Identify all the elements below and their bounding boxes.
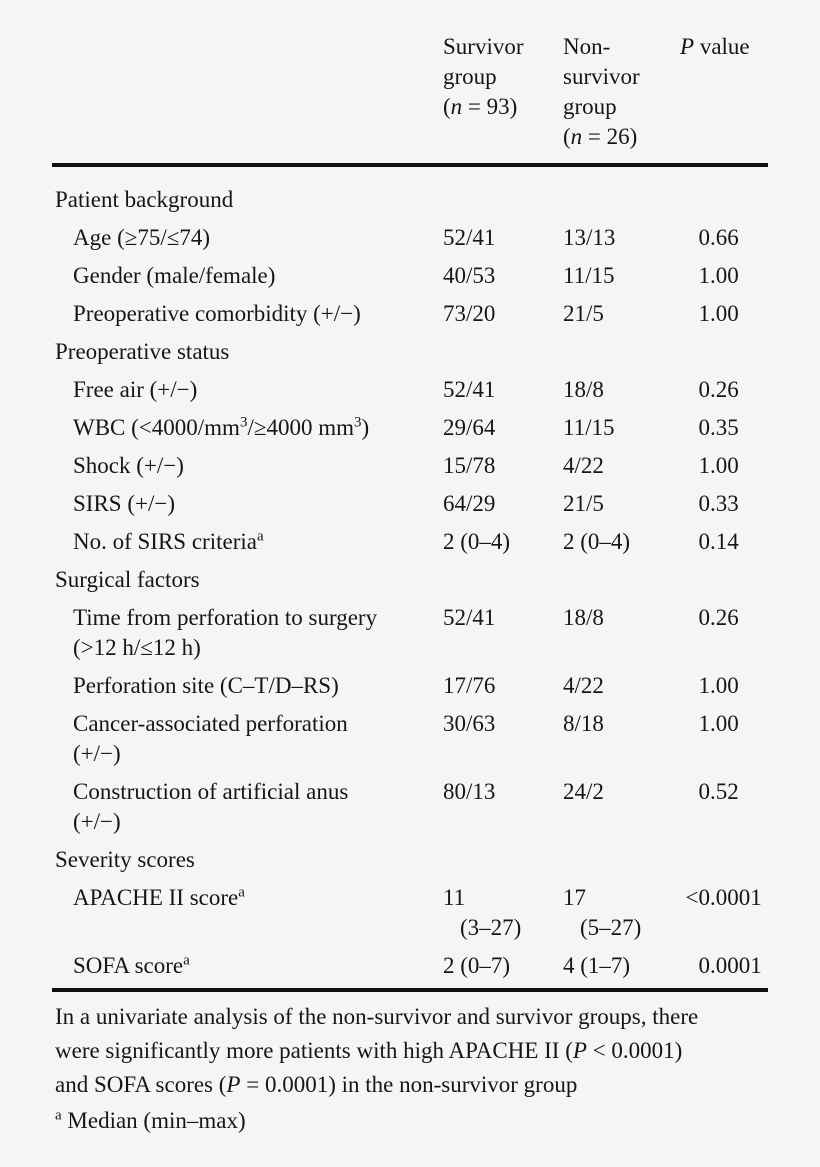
footnote-text: were significantly more patients with high APACHE II ( — [55, 1038, 573, 1063]
p-int: 0 — [698, 377, 710, 402]
label-text: /≥4000 mm — [247, 415, 354, 440]
non-survivor-value-cell — [563, 603, 680, 633]
p-int: 0 — [698, 605, 710, 630]
label-text: APACHE II score — [73, 885, 239, 910]
row-label — [55, 261, 443, 291]
n-count: = 93) — [462, 94, 518, 119]
row-label-line — [55, 845, 443, 875]
value-line: 21/5 — [563, 491, 604, 516]
p-frac: .35 — [710, 415, 739, 440]
value-line: 4/22 — [563, 673, 604, 698]
table-row — [52, 481, 768, 519]
survivor-value-cell — [443, 413, 563, 443]
row-label-line — [55, 185, 443, 215]
col-header-survivor-group — [443, 32, 524, 122]
non-survivor-value-cell — [563, 527, 680, 557]
non-survivor-value-cell — [563, 261, 680, 291]
p-value-cell — [680, 603, 765, 633]
value-line: 11/15 — [563, 263, 615, 288]
value-line: 4 (1–7) — [563, 953, 631, 978]
col-header-line: group — [443, 64, 497, 89]
survivor-value-cell — [443, 671, 563, 701]
footnote-marker-definition — [55, 1104, 246, 1138]
p-symbol: P — [680, 34, 695, 59]
row-label — [55, 603, 443, 663]
table-section-row — [52, 329, 768, 367]
survivor-value-cell — [443, 375, 563, 405]
p-frac: .00 — [710, 711, 739, 736]
value-line: 11 — [443, 885, 466, 910]
survivor-value-cell — [443, 261, 563, 291]
table-row — [52, 291, 768, 329]
value-line2: (3–27) — [460, 915, 522, 940]
non-survivor-value-cell — [563, 223, 680, 253]
table-row — [52, 875, 768, 943]
value-line: 52/41 — [443, 225, 496, 250]
row-label-line — [73, 489, 443, 519]
row-label-line — [73, 451, 443, 481]
p-value-cell — [680, 451, 765, 481]
row-label — [55, 451, 443, 481]
p-frac: .14 — [710, 529, 739, 554]
value-line: 8/18 — [563, 711, 604, 736]
value-line: 73/20 — [443, 301, 496, 326]
value-line: 30/63 — [443, 711, 496, 736]
value-line: 64/29 — [443, 491, 496, 516]
survivor-value-cell — [443, 489, 563, 519]
non-survivor-value-cell — [563, 777, 680, 807]
p-frac: .00 — [710, 301, 739, 326]
label-text: Patient background — [55, 187, 234, 212]
label-text: ) — [361, 415, 370, 440]
p-int: 0 — [698, 415, 710, 440]
table-row — [52, 595, 768, 663]
p-value-cell — [680, 883, 765, 913]
p-frac: .66 — [710, 225, 739, 250]
p-int: 1 — [698, 301, 710, 326]
survivor-value-cell — [443, 883, 563, 943]
row-label-line — [73, 527, 443, 557]
col-header-line — [443, 92, 524, 122]
value-line: 24/2 — [563, 779, 604, 804]
p-value-cell — [680, 951, 765, 981]
row-label-line — [73, 883, 443, 913]
p-frac: .26 — [710, 605, 739, 630]
p-value-cell — [680, 777, 765, 807]
label-text: Gender (male/female) — [73, 263, 276, 288]
p-symbol: P — [572, 1038, 587, 1063]
row-label — [55, 489, 443, 519]
row-label — [55, 777, 443, 837]
row-label — [55, 845, 443, 875]
superscript-marker: a — [238, 884, 245, 901]
non-survivor-value-cell — [563, 299, 680, 329]
footnote-line — [55, 1068, 771, 1102]
col-header-line: group — [563, 94, 617, 119]
row-label — [55, 565, 443, 595]
table-header — [52, 32, 768, 160]
p-value-cell — [680, 413, 765, 443]
row-label-line — [73, 375, 443, 405]
row-label — [55, 375, 443, 405]
p-int: 1 — [698, 453, 710, 478]
p-value-cell — [680, 223, 765, 253]
row-label — [55, 185, 443, 215]
row-label-line — [73, 299, 443, 329]
table-bottom-rule — [52, 988, 768, 992]
value-line: 52/41 — [443, 605, 496, 630]
p-frac: .00 — [710, 673, 739, 698]
survivor-value-cell — [443, 451, 563, 481]
table-row — [52, 663, 768, 701]
value-line: 52/41 — [443, 377, 496, 402]
p-value-cell — [680, 709, 765, 739]
n-open: ( — [563, 124, 571, 149]
row-label — [55, 413, 443, 443]
n-count: = 26) — [582, 124, 638, 149]
n-symbol: n — [450, 94, 463, 119]
table-body — [52, 177, 768, 981]
value-line2: (5–27) — [580, 915, 642, 940]
n-symbol: n — [570, 124, 583, 149]
value-line: 18/8 — [563, 377, 604, 402]
survivor-value-cell — [443, 951, 563, 981]
non-survivor-value-cell — [563, 489, 680, 519]
footnote-text: = 0.0001) in the non-survivor group — [240, 1072, 578, 1097]
row-label-line — [73, 671, 443, 701]
table-top-rule — [52, 163, 768, 167]
non-survivor-value-cell — [563, 709, 680, 739]
p-frac: .00 — [710, 263, 739, 288]
table-row — [52, 769, 768, 837]
p-label: value — [694, 34, 750, 59]
row-label-line — [73, 413, 443, 443]
label-text: Construction of artificial anus — [73, 779, 349, 804]
value-line: 80/13 — [443, 779, 496, 804]
p-int: <0 — [685, 885, 710, 910]
p-value-cell — [680, 489, 765, 519]
footnote-text: and SOFA scores ( — [55, 1072, 227, 1097]
footnote-marker: a — [55, 1107, 62, 1124]
p-int: 0 — [698, 529, 710, 554]
p-value-cell — [680, 261, 765, 291]
row-label-line — [73, 709, 443, 739]
table-row — [52, 943, 768, 981]
p-value-cell — [680, 375, 765, 405]
p-int: 0 — [698, 225, 710, 250]
label-text: SIRS (+/−) — [73, 491, 175, 516]
value-line: 11/15 — [563, 415, 615, 440]
row-label-line — [73, 261, 443, 291]
footnote-line — [55, 1034, 771, 1068]
survivor-value-cell — [443, 709, 563, 739]
survivor-value-cell — [443, 527, 563, 557]
non-survivor-value-cell — [563, 671, 680, 701]
row-label — [55, 709, 443, 769]
footnote-marker-text: Median (min–max) — [61, 1108, 246, 1133]
p-int: 1 — [698, 711, 710, 736]
p-value-cell — [680, 527, 765, 557]
superscript-marker: 3 — [354, 414, 362, 431]
p-int: 0 — [698, 779, 710, 804]
table-row — [52, 367, 768, 405]
label-text: Cancer-associated perforation — [73, 711, 348, 736]
label-text: SOFA score — [73, 953, 184, 978]
survivor-value-cell — [443, 777, 563, 807]
row-label-line — [73, 603, 443, 633]
row-label — [55, 671, 443, 701]
table-row — [52, 405, 768, 443]
value-line: 4/22 — [563, 453, 604, 478]
col-header-p-value — [680, 32, 750, 62]
row-label-line2: (+/−) — [73, 741, 121, 766]
non-survivor-value-cell — [563, 451, 680, 481]
value-line: 13/13 — [563, 225, 616, 250]
label-text: WBC (<4000/mm — [73, 415, 240, 440]
value-line: 40/53 — [443, 263, 496, 288]
p-frac: .0001 — [710, 953, 762, 978]
superscript-marker: 3 — [239, 414, 248, 431]
survivor-value-cell — [443, 299, 563, 329]
row-label — [55, 951, 443, 981]
label-text: Free air (+/−) — [73, 377, 198, 402]
label-text: Perforation site (C–T/D–RS) — [73, 673, 339, 698]
value-line: 21/5 — [563, 301, 604, 326]
row-label — [55, 299, 443, 329]
superscript-marker: a — [183, 952, 190, 969]
footnote-text: In a univariate analysis of the non-survivor and survivor groups, there — [55, 1004, 699, 1029]
non-survivor-value-cell — [563, 375, 680, 405]
label-text: Shock (+/−) — [73, 453, 184, 478]
p-frac: .00 — [710, 453, 739, 478]
non-survivor-value-cell — [563, 413, 680, 443]
value-line: 17 — [563, 885, 586, 910]
table-section-row — [52, 837, 768, 875]
label-text: No. of SIRS criteria — [73, 529, 257, 554]
table-footnote — [55, 1000, 771, 1102]
p-int: 1 — [698, 263, 710, 288]
survivor-value-cell — [443, 223, 563, 253]
label-text: Preoperative status — [55, 339, 230, 364]
row-label-line — [55, 337, 443, 367]
label-text: Preoperative comorbidity (+/−) — [73, 301, 361, 326]
value-line: 2 (0–4) — [563, 529, 631, 554]
n-open: ( — [443, 94, 451, 119]
table-row — [52, 701, 768, 769]
survivor-value-cell — [443, 603, 563, 633]
label-text: Severity scores — [55, 847, 195, 872]
p-frac: .33 — [710, 491, 739, 516]
col-header-line: Survivor — [443, 34, 524, 59]
superscript-marker: a — [256, 528, 264, 545]
p-int: 0 — [698, 953, 710, 978]
row-label-line — [73, 951, 443, 981]
non-survivor-value-cell — [563, 883, 680, 943]
p-value-cell — [680, 671, 765, 701]
table-row — [52, 215, 768, 253]
row-label — [55, 527, 443, 557]
row-label-line — [55, 565, 443, 595]
col-header-line: survivor — [563, 64, 640, 89]
non-survivor-value-cell — [563, 951, 680, 981]
label-text: Time from perforation to surgery — [73, 605, 378, 630]
label-text: Surgical factors — [55, 567, 200, 592]
value-line: 18/8 — [563, 605, 604, 630]
p-frac: .52 — [710, 779, 739, 804]
col-header-line — [563, 122, 640, 152]
value-line: 15/78 — [443, 453, 496, 478]
label-text: Age (≥75/≤74) — [73, 225, 211, 250]
value-line: 29/64 — [443, 415, 496, 440]
p-int: 1 — [698, 673, 710, 698]
table-row — [52, 253, 768, 291]
footnote-line — [55, 1000, 771, 1034]
row-label-line2: (>12 h/≤12 h) — [73, 635, 201, 660]
row-label-line — [73, 777, 443, 807]
table-row — [52, 519, 768, 557]
p-value-cell — [680, 299, 765, 329]
row-label — [55, 883, 443, 913]
table-section-row — [52, 177, 768, 215]
p-symbol: P — [226, 1072, 241, 1097]
row-label — [55, 337, 443, 367]
value-line: 2 (0–4) — [443, 529, 511, 554]
row-label — [55, 223, 443, 253]
col-header-non-survivor-group — [563, 32, 640, 152]
p-frac: .26 — [710, 377, 739, 402]
table-row — [52, 443, 768, 481]
value-line: 2 (0–7) — [443, 953, 511, 978]
value-line: 17/76 — [443, 673, 496, 698]
col-header-line: Non- — [563, 34, 611, 59]
p-int: 0 — [698, 491, 710, 516]
table-section-row — [52, 557, 768, 595]
p-frac: .0001 — [710, 885, 762, 910]
row-label-line2: (+/−) — [73, 809, 121, 834]
footnote-text: < 0.0001) — [586, 1038, 683, 1063]
row-label-line — [73, 223, 443, 253]
